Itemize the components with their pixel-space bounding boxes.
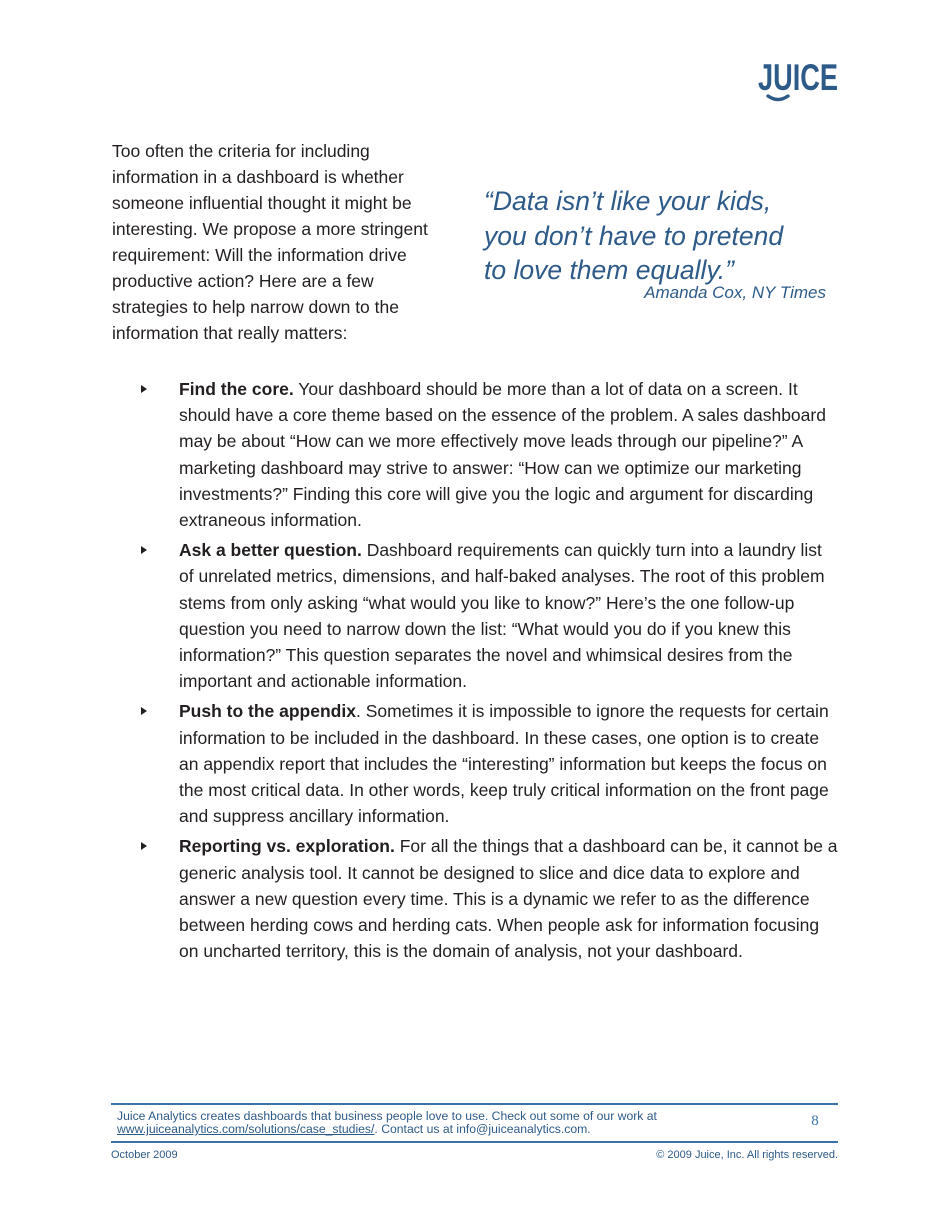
juice-logo-graphic [758,54,840,104]
strategy-title: Ask a better question. [179,540,362,561]
strategy-body: Your dashboard should be more than a lot of data on a screen. It should have a core theme based on the essence of the problem. A sales dashboard may be about “How can we more effectively move leads through our pipeline?” A marketing dashboard may strive to answer: “How can we optimize our marketing investments?” Finding this core will give you the logic and argument for discarding extraneous information. [179,379,826,531]
strategy-reporting-vs-exploration [138,833,840,964]
triangle-bullet-icon [141,707,147,715]
strategy-list [138,376,840,968]
strategy-body: . Sometimes it is impossible to ignore the requests for certain information to be included in the dashboard. In these cases, one option is to create an appendix report that includes the “interesting” information but keeps the focus on the most critical data. In other words, keep truly critical information on the front page and suppress ancillary information. [179,701,829,827]
strategy-body: For all the things that a dashboard can be, it cannot be a generic analysis tool. It cannot be designed to slice and dice data to explore and answer a new question every time. This is a dynamic we refer to as the difference between herding cows and herding cats. When people ask for information focusing on uncharted territory, this is the domain of analysis, not your dashboard. [179,836,838,962]
strategy-title: Reporting vs. exploration. [179,836,395,857]
strategy-ask-better-question [138,537,840,694]
quote-line-2: you don’t have to pretend [484,220,784,251]
footer-note [117,1110,757,1136]
footer-note-suffix: . Contact us at info@juiceanalytics.com. [374,1122,591,1136]
strategy-push-to-appendix [138,698,840,829]
footer-date: October 2009 [111,1149,178,1161]
triangle-bullet-icon [141,546,147,554]
pull-quote [484,184,834,304]
quote-attribution: Amanda Cox, NY Times [644,282,826,302]
case-studies-link[interactable]: www.juiceanalytics.com/solutions/case_studies/ [117,1122,375,1136]
footer-note-prefix: Juice Analytics creates dashboards that business people love to use. Check out some of our work at [117,1109,657,1123]
juice-logo [758,54,840,104]
triangle-bullet-icon [141,385,147,393]
page-number: 8 [811,1113,819,1129]
strategy-body: Dashboard requirements can quickly turn into a laundry list of unrelated metrics, dimensions, and half-baked analyses. The root of this problem stems from only asking “what would you like to know?” Here’s the one follow-up question you need to narrow down the list: “What would you do if you knew this information?” This question separates the novel and whimsical desires from the important and actionable information. [179,540,825,692]
footer-copyright: © 2009 Juice, Inc. All rights reserved. [656,1149,838,1161]
footer-divider-bottom [111,1141,838,1143]
strategy-title: Push to the appendix [179,701,356,722]
quote-text [484,184,834,288]
footer-divider-top [111,1103,838,1105]
quote-line-3: to love them equally.” [484,255,734,285]
triangle-bullet-icon [141,842,147,850]
strategy-find-the-core [138,376,840,533]
strategy-title: Find the core. [179,379,294,399]
quote-line-1: “Data isn’t like your kids, [484,186,772,216]
intro-paragraph: Too often the criteria for including information in a dashboard is whether someone influential thought it might be interesting. We propose a more stringent requirement: Will the information drive productive action? Here are a few strategies to help narrow down to the information that really matters: [112,141,428,343]
logo-wordmark: JUICE [758,57,838,98]
